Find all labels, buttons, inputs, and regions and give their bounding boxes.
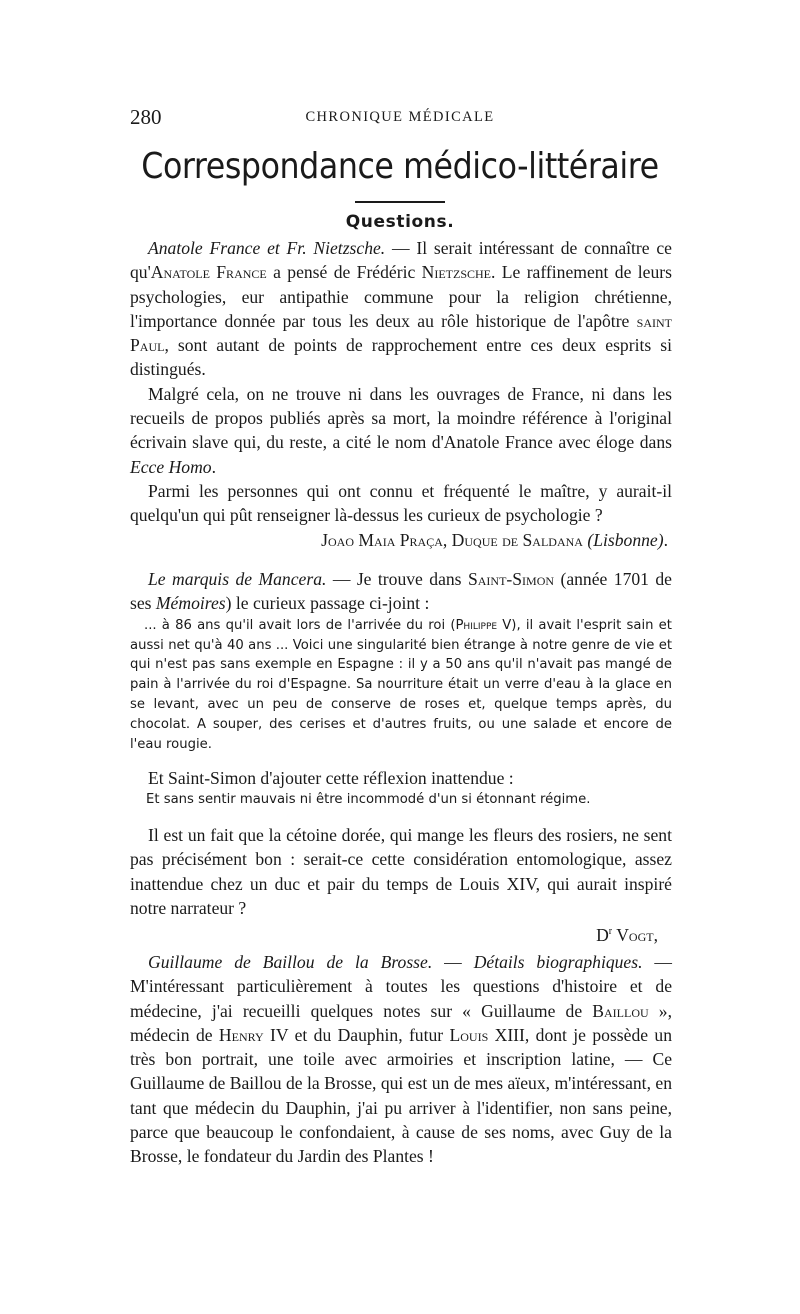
- q1-signature: [130, 528, 672, 552]
- q2-quote-name: Philippe: [455, 617, 498, 633]
- q3-name: Baillou: [592, 1000, 649, 1021]
- q3-text: », médecin de: [130, 1000, 672, 1045]
- q1-signature-place: (Lisbonne): [587, 529, 664, 550]
- q2-intro: [130, 567, 672, 616]
- q1-text: , sont autant de points de rapprochement entre ces deux esprits si distingués.: [130, 335, 672, 380]
- q1-text: . Le raffinement de leurs psychologies, eur antipathie commune pour la religion chrétienne, l'importance donnée par tous les deux au rôle historique de l'apôtre: [130, 262, 672, 331]
- q2-quote-2: Et sans sentir mauvais ni être incommodé d'un si étonnant régime.: [146, 792, 591, 808]
- q2-signature: [130, 920, 672, 947]
- q1-text: .: [211, 456, 216, 477]
- q1-text: Malgré cela, on ne trouve ni dans les ouvrages de France, ni dans les recueils de propos publiés après sa mort, la moindre référence à l'original écrivain slave qui, du reste, a cité le nom d'Anatole France avec éloge dans: [130, 383, 672, 453]
- q2-quote-text: V), il avait l'esprit sain et aussi net qu'à 40 ans ... Voici une singularité bien étrange à notre genre de vie et qui n'est pas sans exemple en Espagne : il y a 50 ans qu'il n'avait pas mangé de pain à l'arrivée du roi d'Espagne. Sa nourriture était un verre d'eau à la glace en se levant, avec un peu de conserve de roses et, quelque temps après, du chocolat. A souper, des cerises et d'autres fruits, ou une salade et encore de l'eau rougie.: [130, 617, 672, 753]
- q1-work-title: Ecce Homo: [130, 456, 212, 477]
- q1-paragraph-2: [130, 382, 672, 479]
- q2-text: (année 1701 de ses: [130, 569, 672, 614]
- q2-paragraph: Il est un fait que la cétoine dorée, qui mange les fleurs des rosiers, ne sent pas précisément bon : serait-ce cette considération entomologique, assez inattendue chez un duc et pair du temps de Louis XIV, qui aurait inspiré notre narrateur ?: [130, 825, 672, 918]
- subsection-title: Questions.: [345, 212, 455, 232]
- q1-paragraph-3: Parmi les personnes qui ont connu et fréquenté le maître, y aurait-il quelqu'un qui pût renseigner là-dessus les curieux de psychologie ?: [130, 480, 672, 526]
- question-marquis-de-mancera: [130, 567, 672, 755]
- page-number: 280: [130, 105, 162, 129]
- q1-name: saint Paul: [130, 310, 672, 356]
- q3-heading: Guillaume de Baillou de la Brosse.: [148, 952, 433, 972]
- q3-text: —: [432, 952, 474, 972]
- q1-text: a pensé de Frédéric: [266, 262, 422, 283]
- q2-signature-sup: r: [608, 926, 613, 938]
- q2-author: Saint-Simon: [467, 569, 555, 589]
- q2-text: ) le curieux passage ci-joint :: [225, 593, 430, 614]
- q3-text: IV et du Dauphin, futur: [263, 1024, 450, 1045]
- section-title: Correspondance médico-littéraire: [141, 146, 659, 187]
- q3-paragraph: [130, 950, 672, 1169]
- q2-signature-name: Vogt: [612, 925, 654, 946]
- q2-bridge-block: [130, 766, 672, 810]
- running-head: [130, 105, 670, 131]
- journal-title: CHRONIQUE MÉDICALE: [305, 109, 495, 125]
- question-anatole-france: [130, 236, 672, 552]
- q1-name: Anatole France: [150, 262, 267, 283]
- q3-name: Louis: [449, 1024, 489, 1045]
- q2-work-title: Mémoires: [155, 593, 226, 614]
- question-baillou: [130, 950, 672, 1169]
- q3-name: Henry: [218, 1024, 264, 1045]
- q2-heading: Le marquis de Mancera.: [148, 569, 327, 589]
- q1-signature-name: Joao Maia Praça, Duque de Saldana: [321, 529, 583, 550]
- q2-quote-1: [130, 616, 672, 755]
- q2-signature-end: ,: [653, 925, 658, 946]
- q3-text: — M'intéressant particulièrement à toutes les questions d'histoire et de médecine, j'ai recueilli quelques notes sur « Guillaume de: [130, 952, 673, 1021]
- q1-paragraph-1: [130, 236, 672, 382]
- q2-text: — Je trouve dans: [326, 569, 468, 589]
- q2-quote-text: ... à 86 ans qu'il avait lors de l'arrivée du roi (: [144, 617, 456, 633]
- q2-signature-prefix: D: [596, 925, 609, 946]
- q1-name: Nietzsche: [421, 262, 492, 283]
- q1-heading: Anatole France et Fr. Nietzsche.: [148, 238, 386, 258]
- q3-subheading: Détails biographiques.: [473, 952, 643, 972]
- q1-text: — Il serait intéressant de connaître ce qu': [130, 238, 672, 283]
- q2-conclusion-block: [130, 823, 672, 947]
- q1-signature-end: .: [663, 529, 668, 550]
- title-rule: [355, 201, 445, 203]
- q2-bridge: Et Saint-Simon d'ajouter cette réflexion inattendue :: [148, 768, 514, 788]
- q3-text: XIII, dont je possède un très bon portrait, une toile avec armoiries et inscription latine, — Ce Guillaume de Baillou de la Brosse, qui est un de mes aïeux, m'intéressant, en tant que médecin du Dauphin, j'ai pu arriver à l'identifier, non sans peine, parce que beaucoup le confondaient, à cause de ses noms, avec Guy de la Brosse, le fondateur du Jardin des Plantes !: [130, 1024, 672, 1167]
